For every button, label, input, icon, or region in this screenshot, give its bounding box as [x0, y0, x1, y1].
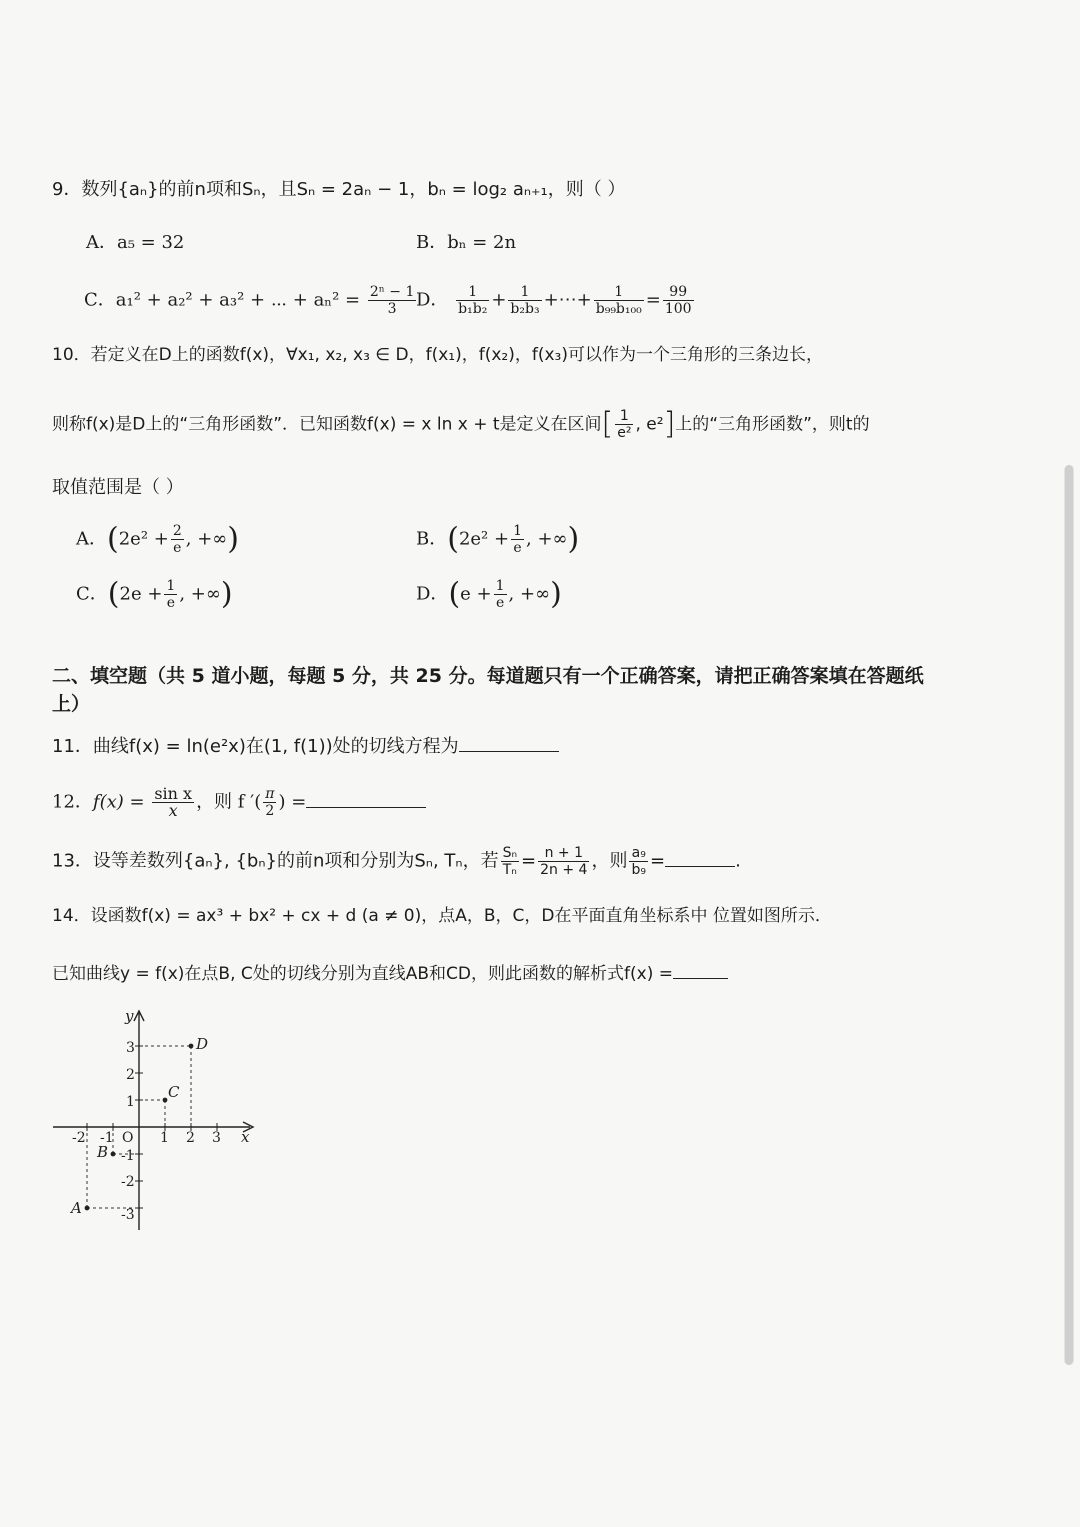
coordinate-figure: [45, 1005, 285, 1235]
q9-d-frac-rhs: $\frac{99}{100}$: [664, 284, 692, 317]
y-tick-label: 3: [126, 1040, 135, 1056]
label-c: C: [168, 1083, 180, 1101]
q11-answer-blank: [459, 735, 559, 752]
q10-line-3: 取值范围是（ ）: [52, 477, 184, 498]
y-tick-label: 1: [126, 1094, 135, 1110]
vertical-scrollbar[interactable]: [1064, 465, 1074, 1365]
origin-label: O: [122, 1130, 134, 1146]
q13: 13．设等差数列{aₙ}, {bₙ}的前n项和分别为Sₙ, Tₙ，若 $\frac{\text{Sₙ}}{\text{Tₙ}}$ = $\frac{n + 1}{2n + 4}$ ，则 $\frac{\text{a₉}}{\text{b₉}}$ = .: [52, 845, 741, 878]
point-a: [85, 1206, 90, 1211]
q9-option-d-label: D．: [416, 289, 449, 311]
q9-d-frac-1: $\frac{1}{\text{b₁b₂}}$: [458, 284, 488, 317]
q10-line-2: 则称f(x)是D上的“三角形函数”．已知函数f(x) = x ln x + t是定义在区间[ $\frac{1}{\text{e²}}$ , e²]上的“三角形函数”，则t的: [52, 406, 870, 442]
q14-answer-blank: [673, 962, 728, 979]
q10-interval-upper: , e²: [635, 414, 664, 435]
x-tick-label: -2: [72, 1130, 86, 1146]
q9-d-frac-2: $\frac{1}{\text{b₂b₃}}$: [510, 284, 540, 317]
y-tick-label: 2: [126, 1067, 135, 1083]
q9-option-c-expr: a₁² + a₂² + a₃² + ⋯ + aₙ² =: [115, 289, 361, 311]
q10-option-d: D．(e + $\frac{1}{e}$ , +∞): [416, 576, 562, 612]
section-2-heading: 二、填空题（共 5 道小题，每题 5 分，共 25 分。每道题只有一个正确答案，请把正确答案填在答题纸上）: [52, 665, 924, 715]
q9-option-c-label: C．: [84, 289, 116, 311]
q10-line-2-b: 上的“三角形函数”，则t的: [675, 414, 870, 435]
y-tick-label: -2: [121, 1174, 135, 1190]
q10-option-c: C．(2e + $\frac{1}{e}$ , +∞): [76, 576, 233, 612]
q10-interval-fraction: $\frac{1}{\text{e²}}$: [617, 408, 632, 441]
x-tick-label: 3: [212, 1130, 221, 1146]
point-c: [163, 1098, 168, 1103]
q12-answer-blank: [306, 791, 426, 808]
q10-option-b: B．(2e² + $\frac{1}{e}$ , +∞): [416, 521, 580, 557]
q9-option-c-fraction: $\frac{\text{2ⁿ − 1}}{3}$: [369, 284, 415, 317]
q9-option-b: B．bₙ = 2n: [416, 232, 517, 253]
x-tick-label: -1: [100, 1130, 114, 1146]
q10-option-a: A．(2e² + $\frac{2}{e}$ , +∞): [76, 521, 240, 557]
x-axis-label: x: [241, 1128, 250, 1146]
q12-fraction: $\frac{\text{sin x}}{x}$: [154, 784, 193, 820]
q12: 12．f(x) = $\frac{\text{sin x}}{x}$ ，则 f ′( $\frac{\pi}{2}$ ) =: [52, 786, 426, 819]
q14-line-2: 已知曲线y = f(x)在点B, C处的切线分别为直线AB和CD，则此函数的解析式f(x) =: [52, 962, 728, 986]
q9-option-c: [84, 284, 418, 317]
x-tick-label: 2: [186, 1130, 195, 1146]
q9-d-frac-3: $\frac{1}{\text{b₉₉b₁₀₀}}$: [595, 284, 642, 317]
y-tick-label: -1: [121, 1148, 135, 1164]
q11: [52, 735, 559, 759]
label-d: D: [196, 1035, 209, 1053]
q13-answer-blank: [665, 850, 735, 867]
y-tick-label: -3: [121, 1207, 135, 1223]
q11-text: 11．曲线f(x) = ln(e²x)在(1, f(1))处的切线方程为: [52, 736, 459, 757]
q10-line-1: 10．若定义在D上的函数f(x)，∀x₁, x₂, x₃ ∈ D，f(x₁)，f(x₂)，f(x₃)可以作为一个三角形的三条边长，: [52, 345, 823, 365]
q9-option-a: A．a₅ = 32: [86, 232, 185, 253]
point-b: [111, 1152, 116, 1157]
q10-line-2-a: 则称f(x)是D上的“三角形函数”．已知函数f(x) = x ln x + t是定义在区间: [52, 414, 602, 435]
q9-option-d: D． $\frac{1}{\text{b₁b₂}}$ + $\frac{1}{\text{b₂b₃}}$ +⋯+ $\frac{1}{\text{b₉₉b₁₀₀}}$ = $\frac{99}{100}$: [416, 284, 692, 317]
q14-line-1: 14．设函数f(x) = ax³ + bx² + cx + d (a ≠ 0)，点A，B，C，D在平面直角坐标系中 位置如图所示．: [52, 906, 832, 926]
label-b: B: [97, 1143, 109, 1161]
label-a: A: [71, 1199, 82, 1217]
y-axis-label: y: [125, 1007, 134, 1025]
point-d: [189, 1044, 194, 1049]
scrollbar-thumb[interactable]: [1065, 465, 1073, 1365]
q9-stem: 9．数列{aₙ}的前n项和Sₙ，且Sₙ = 2aₙ − 1，bₙ = log₂ aₙ₊₁，则（ ）: [52, 179, 626, 200]
x-tick-label: 1: [160, 1130, 169, 1146]
q12-pi-fraction: $\frac{\pi}{2}$: [265, 786, 275, 819]
